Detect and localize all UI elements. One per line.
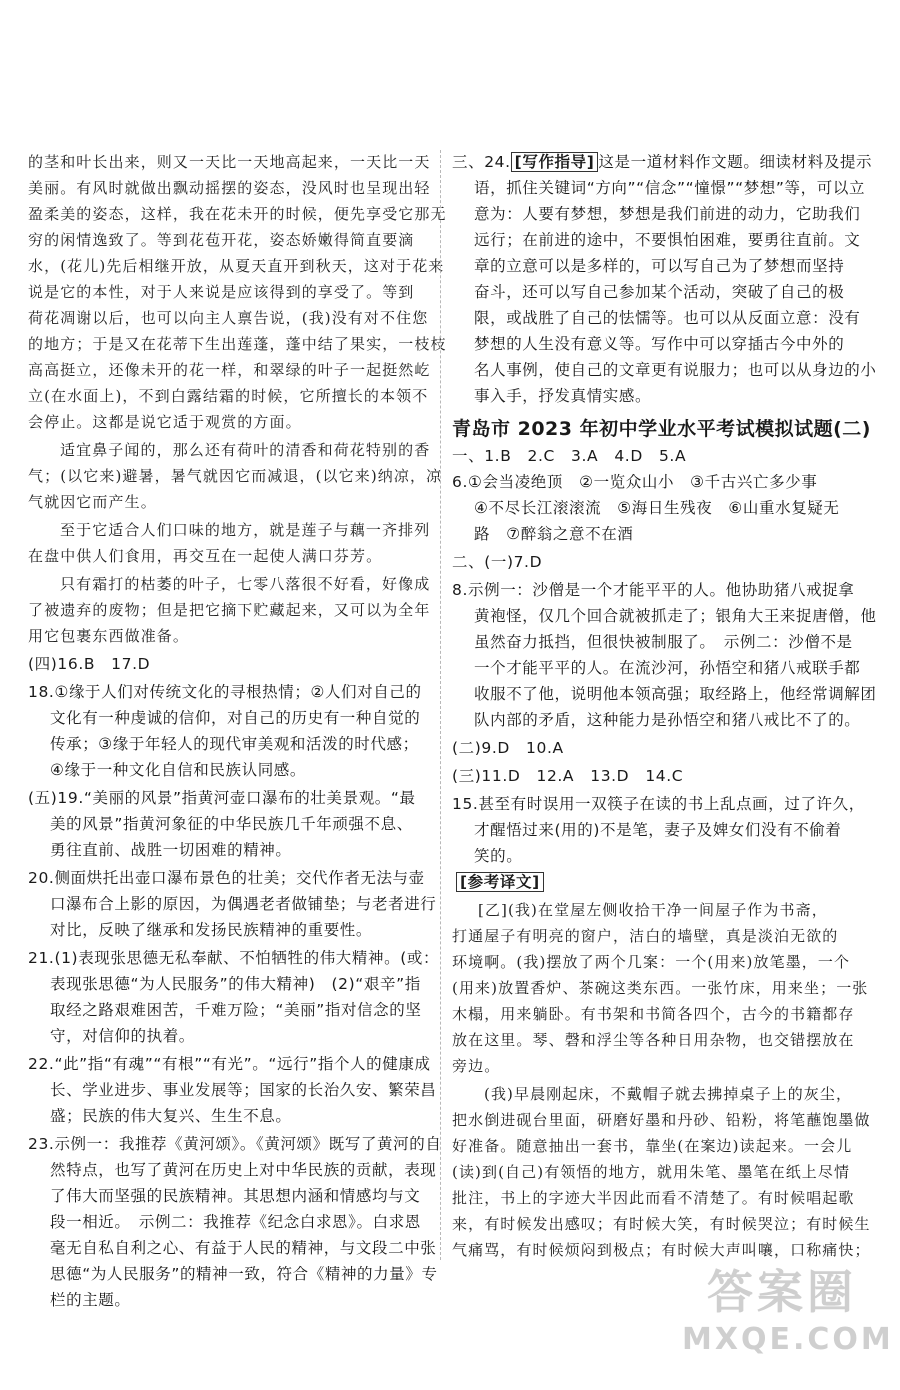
reference-translation-heading xyxy=(456,872,544,892)
watermark-logo xyxy=(682,1262,894,1382)
text-line: (三)11.D 12.A 13.D 14.C xyxy=(452,767,684,785)
text-line: 语，抓住关键词“方向”“信念”“憧憬”“梦想”等，可以立 xyxy=(474,179,866,197)
text-line: 文化有一种虔诚的信仰，对自己的历史有一种自觉的 xyxy=(50,709,421,727)
text-line: 18.①缘于人们对传统文化的寻根热情；②人们对自己的 xyxy=(28,683,422,701)
text-line: (我)早晨刚起床，不戴帽子就去拂掉桌子上的灰尘， xyxy=(484,1085,853,1103)
text-line: 对比，反映了继承和发扬民族精神的重要性。 xyxy=(50,921,373,939)
text-line: 22.“此”指“有魂”“有根”“有光”。“远行”指个人的健康成 xyxy=(28,1055,431,1073)
text-line: 然特点，也写了黄河在历史上对中华民族的贡献，表现 xyxy=(50,1161,437,1179)
text-line: 适宜鼻子闻的，那么还有荷叶的清香和荷花特别的香 xyxy=(60,441,431,459)
text-line: 打通屋子有明亮的窗户，洁白的墙壁，真是淡泊无欲的 xyxy=(452,927,839,945)
text-line: 穷的闲情逸致了。等到花苞开花，姿态娇嫩得简直要滴 xyxy=(28,231,415,249)
text-line: 高高挺立，还像未开的花一样，和翠绿的叶子一起挺然屹 xyxy=(28,361,431,379)
text-line: 表现张思德“为人民服务”的伟大精神) (2)“艰辛”指 xyxy=(50,975,421,993)
text-line: 意为：人要有梦想，梦想是我们前进的动力，它助我们 xyxy=(474,205,861,223)
text-line: 的地方；于是又在花蒂下生出莲蓬，蓬中结了果实，一枝枝 xyxy=(28,335,447,353)
text-line: 21.(1)表现张思德无私奉献、不怕牺牲的伟大精神。(或： xyxy=(28,949,440,967)
text-line: 好准备。随意抽出一套书，靠坐(在案边)读起来。一会儿 xyxy=(452,1137,853,1155)
text-line: 气；(以它来)避暑，暑气就因它而减退，(以它来)纳凉，凉 xyxy=(28,467,443,485)
exam-title: 青岛市 2023 年初中学业水平考试模拟试题(二) xyxy=(452,418,871,440)
text-line: (四)16.B 17.D xyxy=(28,655,151,673)
text-line: 梦想的人生没有意义等。写作中可以穿插古今中外的 xyxy=(474,335,845,353)
text-line: 笑的。 xyxy=(474,847,523,865)
column-divider xyxy=(440,150,441,1260)
text-line: 传承；③缘于年轻人的现代审美观和活泼的时代感； xyxy=(50,735,419,753)
text-line: 会停止。这都是说它适于观赏的方面。 xyxy=(28,413,302,431)
text-line: 口瀑布合上影的原因，为偶遇老者做铺垫；与老者进行 xyxy=(50,895,437,913)
text-line: (五)19.“美丽的风景”指黄河壶口瀑布的壮美景观。“最 xyxy=(28,789,416,807)
q24-first-line xyxy=(452,152,872,172)
text-line: 至于它适合人们口味的地方，就是莲子与藕一齐排列 xyxy=(60,521,431,539)
text-line: 路 ⑦醉翁之意不在酒 xyxy=(474,525,634,543)
text-line: 取经之路艰难困苦，千难万险；“美丽”指对信念的坚 xyxy=(50,1001,422,1019)
text-line: (用来)放置香炉、茶碗这类东西。一张竹床，用来坐；一张 xyxy=(452,979,869,997)
text-line: 收服不了他，说明他本领高强；取经路上，他经常调解团 xyxy=(474,685,877,703)
text-line: 二、(一)7.D xyxy=(452,553,543,571)
reference-label: [参考译文] xyxy=(456,872,544,892)
text-line: 长、学业进步、事业发展等；国家的长治久安、繁荣昌 xyxy=(50,1081,437,1099)
text-line: 来，有时候发出感叹；有时候大笑，有时候哭泣；有时候生 xyxy=(452,1215,871,1233)
text-line: 远行；在前进的途中，不要惧怕困难，要勇往直前。文 xyxy=(474,231,861,249)
text-line: 勇往直前、战胜一切困难的精神。 xyxy=(50,841,292,859)
text-line: 说是它的本性，对于人来说是应该得到的享受了。等到 xyxy=(28,283,415,301)
q24-number: 三、24. xyxy=(452,153,511,171)
text-line: 环境啊。(我)摆放了两个几案：一个(用来)放笔墨，一个 xyxy=(452,953,851,971)
text-line: 6.①会当凌绝顶 ②一览众山小 ③千古兴亡多少事 xyxy=(452,473,818,491)
text-line: 毫无自私自利之心、有益于人民的精神，与文段二中张 xyxy=(50,1239,437,1257)
text-line: 名人事例，使自己的文章更有说服力；也可以从身边的小 xyxy=(474,361,877,379)
text-line: 把水倒进砚台里面，研磨好墨和丹砂、铅粉，将笔蘸饱墨做 xyxy=(452,1111,871,1129)
writing-guide-label: [写作指导] xyxy=(511,152,599,172)
text-line: 在盘中供人们食用，再交互在一起使人满口芬芳。 xyxy=(28,547,383,565)
text-line: 事入手，抒发真情实感。 xyxy=(474,387,652,405)
watermark-url: MXQE.COM xyxy=(682,1322,894,1357)
text-line: 批注，书上的字迹大半因此而看不清楚了。有时候唱起歌 xyxy=(452,1189,855,1207)
text-line: 一个才能平平的人。在流沙河，孙悟空和猪八戒联手都 xyxy=(474,659,861,677)
text-line: 木榻，用来躺卧。有书架和书简各四个，古今的书籍都存 xyxy=(452,1005,855,1023)
text-line: 15.甚至有时误用一双筷子在读的书上乱点画，过了许久， xyxy=(452,795,865,813)
text-line: 只有霜打的枯萎的叶子，七零八落很不好看，好像成 xyxy=(60,575,431,593)
text-line: 立(在水面上)，不到白露结霜的时候，它所擅长的本领不 xyxy=(28,387,429,405)
text-line: 23.示例一：我推荐《黄河颂》。《黄河颂》既写了黄河的自 xyxy=(28,1135,442,1153)
text-line: ④缘于一种文化自信和民族认同感。 xyxy=(50,761,306,779)
text-line: 了被遗弃的废物；但是把它摘下贮藏起来，又可以为全年 xyxy=(28,601,431,619)
text-line: ④不尽长江滚滚流 ⑤海日生残夜 ⑥山重水复疑无 xyxy=(474,499,840,517)
text-line: 气就因它而产生。 xyxy=(28,493,157,511)
text-line: (二)9.D 10.A xyxy=(452,739,564,757)
text-line: 了伟大而坚强的民族精神。其思想内涵和情感均与文 xyxy=(50,1187,421,1205)
text-line: 队内部的矛盾，这种能力是孙悟空和猪八戒比不了的。 xyxy=(474,711,861,729)
watermark-text: 答案圈 xyxy=(707,1265,857,1319)
text-line: 20.侧面烘托出壶口瀑布景色的壮美；交代作者无法与壶 xyxy=(28,869,425,887)
text-line: 旁边。 xyxy=(452,1057,501,1075)
text-line: 用它包裹东西做准备。 xyxy=(28,627,190,645)
text-line: 限，或战胜了自己的怯懦等。也可以从反面立意：没有 xyxy=(474,309,861,327)
text-line: 盈柔美的姿态，这样，我在花未开的时候，便先享受它那无 xyxy=(28,205,447,223)
text-line: 一、1.B 2.C 3.A 4.D 5.A xyxy=(452,447,687,465)
text-line: 栏的主题。 xyxy=(50,1291,131,1309)
text-line: 黄袍怪，仅几个回合就被抓走了；银角大王来捉唐僧，他 xyxy=(474,607,877,625)
text-line: 水，(花儿)先后相继开放，从夏天直开到秋天，这对于花来 xyxy=(28,257,445,275)
text-line: 守，对信仰的执着。 xyxy=(50,1027,195,1045)
text-line: 盛；民族的伟大复兴、生生不息。 xyxy=(50,1107,292,1125)
text-line: 段一相近。 示例二：我推荐《纪念白求恩》。白求恩 xyxy=(50,1213,421,1231)
text-line: 奋斗，还可以写自己参加某个活动，突破了自己的极 xyxy=(474,283,845,301)
text-line: 美丽。有风时就做出飘动摇摆的姿态，没风时也呈现出轻 xyxy=(28,179,431,197)
text-line: 这是一道材料作文题。细读材料及提示 xyxy=(598,153,873,171)
text-line: 才醒悟过来(用的)不是笔，妻子及婢女们没有不偷着 xyxy=(474,821,842,839)
text-line: 章的立意可以是多样的，可以写自己为了梦想而坚持 xyxy=(474,257,845,275)
text-line: 虽然奋力抵挡，但很快被制服了。 示例二：沙僧不是 xyxy=(474,633,853,651)
text-line: 美的风景”指黄河象征的中华民族几千年顽强不息、 xyxy=(50,815,413,833)
text-line: [乙](我)在堂屋左侧收拾干净一间屋子作为书斋， xyxy=(478,901,828,919)
text-line: 放在这里。琴、磬和浮尘等各种日用杂物，也交错摆放在 xyxy=(452,1031,855,1049)
text-line: 荷花凋谢以后，也可以向主人禀告说，(我)没有对不住您 xyxy=(28,309,429,327)
text-line: 气痛骂，有时候烦闷到极点；有时候大声叫嚷，口称痛快； xyxy=(452,1241,871,1259)
text-line: 8.示例一：沙僧是一个才能平平的人。他协助猪八戒捉拿 xyxy=(452,581,855,599)
text-line: 的茎和叶长出来，则又一天比一天地高起来，一天比一天 xyxy=(28,153,431,171)
text-line: (读)到(自己)有领悟的地方，就用朱笔、墨笔在纸上尽情 xyxy=(452,1163,851,1181)
text-line: 思德“为人民服务”的精神一致，符合《精神的力量》专 xyxy=(50,1265,438,1283)
